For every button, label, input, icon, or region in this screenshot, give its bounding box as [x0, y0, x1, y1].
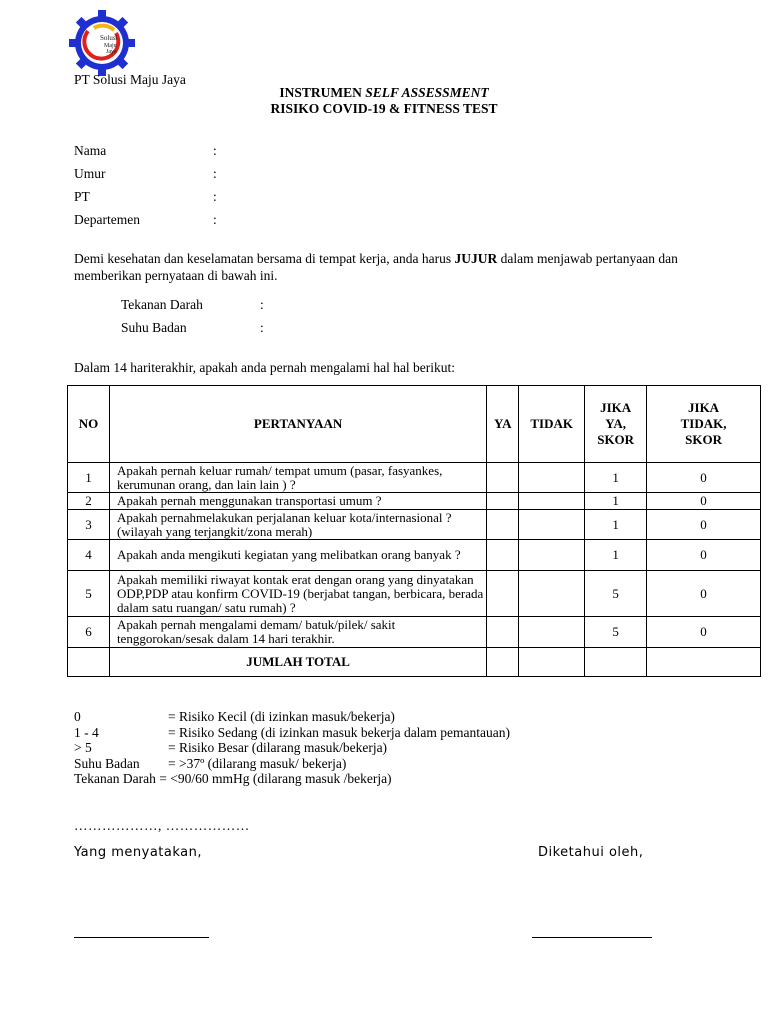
company-name: PT Solusi Maju Jaya: [74, 72, 186, 87]
legend-key: 0: [74, 709, 81, 724]
table-total-row: [68, 648, 761, 677]
table-row: [68, 493, 761, 510]
row-score-yes: 1: [585, 493, 647, 510]
legend-value: = Risiko Besar (dilarang masuk/bekerja): [168, 740, 388, 755]
row-score-no: 0: [647, 463, 761, 493]
vital-colon-blood-pressure: :: [260, 297, 264, 312]
row-score-yes: 5: [585, 617, 647, 648]
header-score-yes: [585, 386, 647, 463]
header-score-no-2: TIDAK,: [680, 416, 727, 431]
row-score-no: 0: [647, 617, 761, 648]
row-yes-cell[interactable]: [487, 571, 519, 617]
legend-key: > 5: [74, 740, 92, 755]
total-no-cell[interactable]: [519, 648, 585, 677]
title-prefix: INSTRUMEN: [279, 85, 366, 100]
row-number: 3: [68, 510, 110, 540]
header-no: NO: [68, 386, 110, 463]
risk-legend: [74, 709, 510, 787]
row-question: Apakah memiliki riwayat kontak erat dengan orang yang dinyatakan ODP,PDP atau konfirm COVID-19 (berjabat tangan, berbicara, berada dalam satu ruangan/ satu rumah) ?: [109, 571, 486, 617]
row-number: 6: [68, 617, 110, 648]
total-empty-no: [68, 648, 110, 677]
question-intro: Dalam 14 hariterakhir, apakah anda pernah mengalami hal hal berikut:: [74, 360, 456, 375]
header-no-answer: TIDAK: [519, 386, 585, 463]
legend-value: = >37º (dilarang masuk/ bekerja): [168, 755, 347, 771]
field-label-umur: Umur: [74, 166, 106, 181]
row-score-yes: 1: [585, 463, 647, 493]
row-score-yes: 1: [585, 510, 647, 540]
row-question: Apakah pernah menggunakan transportasi umum ?: [109, 493, 486, 510]
header-score-no: [647, 386, 761, 463]
field-colon-umur: :: [213, 166, 217, 181]
logo-text-3: Jaya: [106, 49, 117, 55]
row-score-yes: 1: [585, 540, 647, 571]
header-yes: YA: [487, 386, 519, 463]
vital-label-temperature: Suhu Badan: [121, 320, 187, 335]
field-colon-pt: :: [213, 189, 217, 204]
header-score-no-3: SKOR: [685, 432, 722, 447]
field-colon-nama: :: [213, 143, 217, 158]
legend-value: = Risiko Sedang (di izinkan masuk bekerja dalam pemantauan): [168, 724, 511, 740]
table-row: [68, 463, 761, 493]
total-yes-cell[interactable]: [487, 648, 519, 677]
field-colon-departemen: :: [213, 212, 217, 227]
row-yes-cell[interactable]: [487, 463, 519, 493]
intro-paragraph: [74, 250, 714, 284]
legend-key: 1 - 4: [74, 724, 99, 740]
date-placeholder: ………………, ………………: [74, 818, 250, 833]
signature-line-right: [532, 937, 652, 938]
legend-key: Suhu Badan: [74, 755, 140, 771]
row-question: Apakah pernah keluar rumah/ tempat umum (pasar, fasyankes, kerumunan orang, dan lain lain ) ?: [109, 463, 486, 493]
row-score-yes: 5: [585, 571, 647, 617]
field-label-nama: Nama: [74, 143, 107, 158]
legend-row: [74, 740, 510, 756]
row-question: Apakah pernah mengalami demam/ batuk/pilek/ sakit tenggorokan/sesak dalam 14 hari terakhir.: [109, 617, 486, 648]
row-number: 4: [68, 540, 110, 571]
row-yes-cell[interactable]: [487, 493, 519, 510]
row-no-cell[interactable]: [519, 493, 585, 510]
row-yes-cell[interactable]: [487, 540, 519, 571]
vital-label-blood-pressure: Tekanan Darah: [121, 297, 203, 312]
intro-before: Demi kesehatan dan keselamatan bersama di tempat kerja, anda harus: [74, 251, 455, 266]
table-row: [68, 510, 761, 540]
total-score-no[interactable]: [647, 648, 761, 677]
row-question: Apakah anda mengikuti kegiatan yang melibatkan orang banyak ?: [109, 540, 486, 571]
row-number: 1: [68, 463, 110, 493]
total-score-yes[interactable]: [585, 648, 647, 677]
row-number: 2: [68, 493, 110, 510]
intro-bold: JUJUR: [454, 251, 498, 266]
row-score-no: 0: [647, 493, 761, 510]
table-row: [68, 571, 761, 617]
header-score-no-1: JIKA: [688, 400, 720, 415]
vital-colon-temperature: :: [260, 320, 264, 335]
header-score-yes-1: JIKA: [600, 400, 632, 415]
legend-row: [74, 756, 510, 772]
row-no-cell[interactable]: [519, 617, 585, 648]
legend-blood-pressure: Tekanan Darah = <90/60 mmHg (dilarang masuk /bekerja): [74, 771, 392, 786]
row-score-no: 0: [647, 571, 761, 617]
row-score-no: 0: [647, 540, 761, 571]
document-title-line1: [0, 85, 768, 101]
row-no-cell[interactable]: [519, 463, 585, 493]
row-no-cell[interactable]: [519, 571, 585, 617]
document-title-line2: RISIKO COVID-19 & FITNESS TEST: [270, 101, 498, 116]
signature-left-label: Yang menyatakan,: [74, 845, 203, 860]
logo-text-1: Solusi: [100, 34, 118, 42]
row-no-cell[interactable]: [519, 540, 585, 571]
signature-line-left: [74, 937, 209, 938]
title-italic: SELF ASSESSMENT: [365, 85, 489, 100]
legend-value: = Risiko Kecil (di izinkan masuk/bekerja): [168, 709, 395, 724]
row-number: 5: [68, 571, 110, 617]
header-score-yes-2: YA,: [605, 416, 627, 431]
field-label-pt: PT: [74, 189, 90, 204]
signature-right-label: Diketahui oleh,: [538, 845, 644, 860]
company-logo: [66, 10, 138, 76]
legend-row: [74, 709, 510, 725]
intro-after: dalam menjawab pertanyaan dan memberikan pernyataan di bawah ini.: [74, 251, 678, 283]
row-question: Apakah pernahmelakukan perjalanan keluar kota/internasional ? (wilayah yang terjangkit/zona merah): [109, 510, 486, 540]
row-no-cell[interactable]: [519, 510, 585, 540]
table-row: [68, 617, 761, 648]
header-score-yes-3: SKOR: [597, 432, 635, 447]
field-label-departemen: Departemen: [74, 212, 140, 227]
header-question: PERTANYAAN: [109, 386, 486, 463]
row-yes-cell[interactable]: [487, 510, 519, 540]
table-header-row: [68, 386, 761, 463]
row-yes-cell[interactable]: [487, 617, 519, 648]
legend-row: [74, 725, 510, 741]
table-row: [68, 540, 761, 571]
logo-text-2: Maju: [104, 43, 117, 49]
row-score-no: 0: [647, 510, 761, 540]
assessment-table: [67, 385, 761, 677]
total-label: JUMLAH TOTAL: [109, 648, 486, 677]
